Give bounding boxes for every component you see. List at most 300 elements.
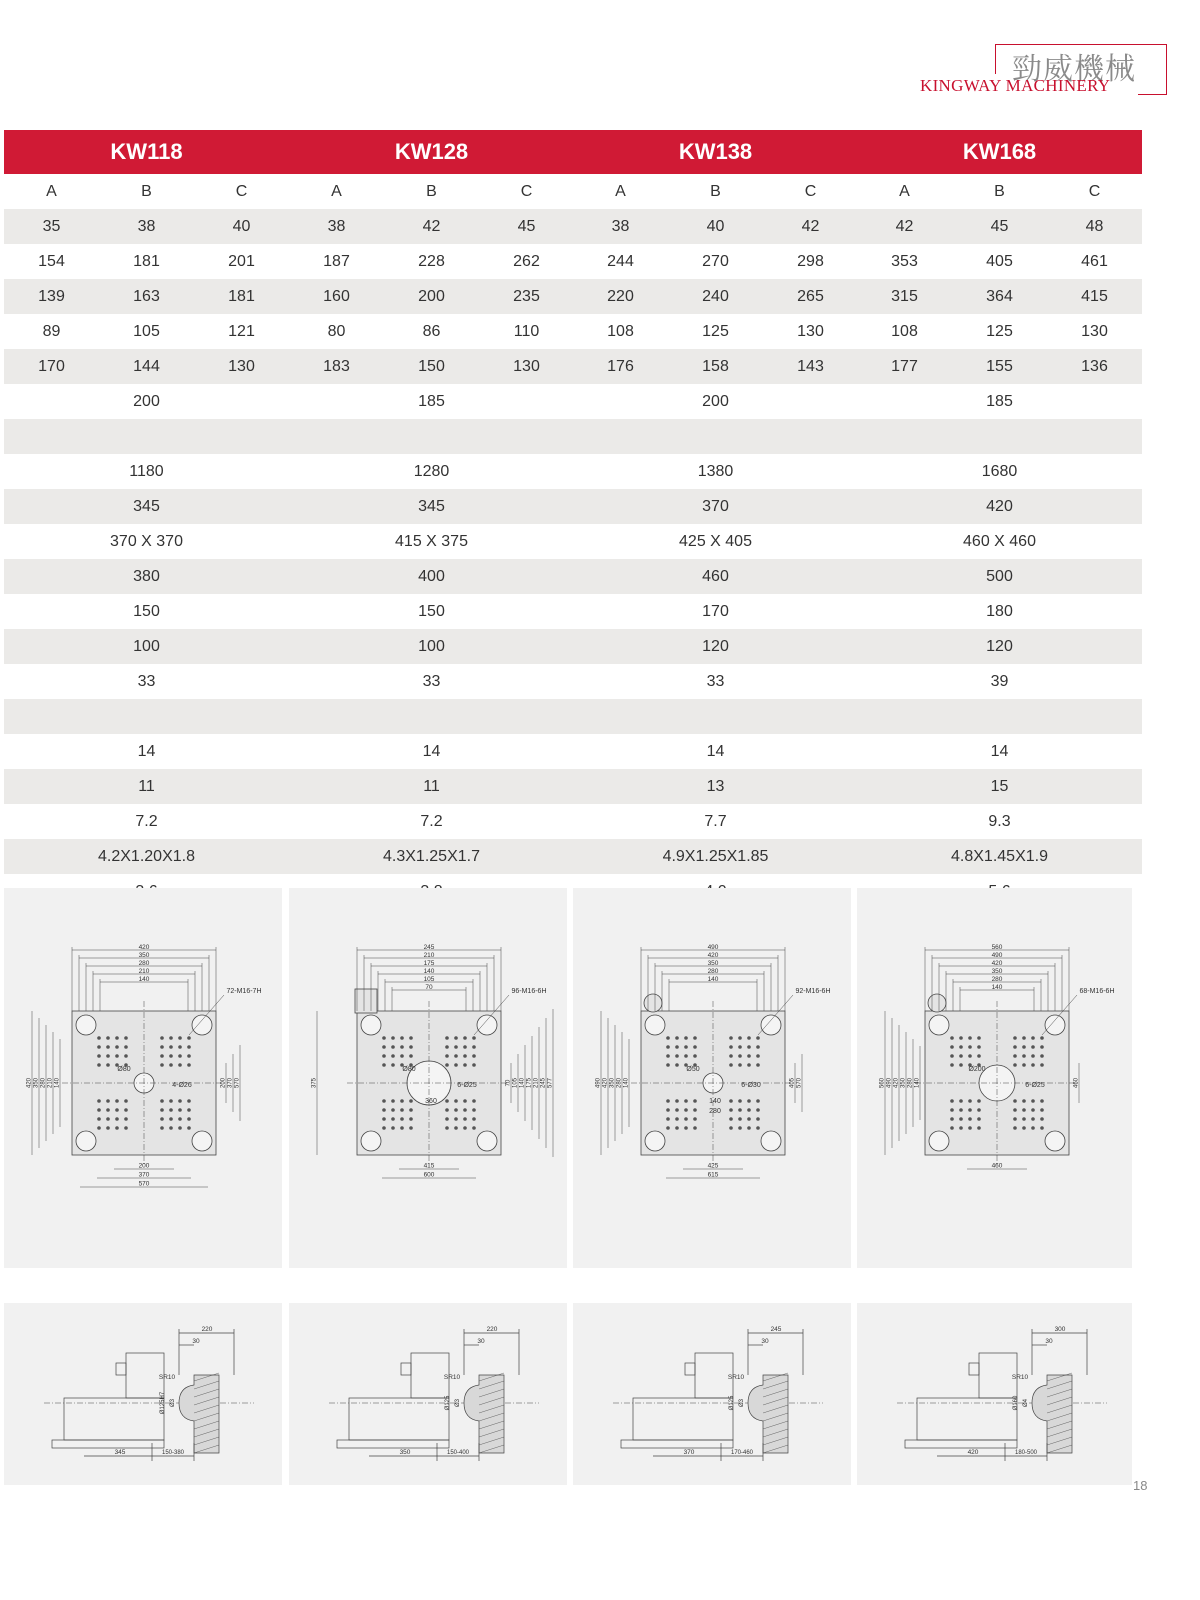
spec-value: 420 (986, 497, 1013, 515)
spec-row (857, 594, 1142, 629)
hole-label: 6-Ø30 (741, 1082, 761, 1089)
page-number: 18 (1133, 1478, 1148, 1493)
tie-bar-hole (76, 1131, 96, 1151)
spec-row (573, 524, 858, 559)
spec-column-kw128 (289, 130, 574, 909)
spec-value: 370 X 370 (110, 532, 183, 550)
spec-row (857, 244, 1142, 279)
spec-value: 9.3 (988, 812, 1011, 830)
spec-value: 154 (38, 252, 65, 270)
spec-row (289, 349, 574, 384)
spec-value: 45 (990, 217, 1009, 235)
dimension-label: 350 (707, 960, 719, 967)
spec-value: 1380 (697, 462, 734, 480)
hole-label: 4-Ø26 (172, 1082, 192, 1089)
nozzle-drawing-panel (857, 1303, 1132, 1485)
spec-row (857, 664, 1142, 699)
spec-value: 136 (1081, 357, 1108, 375)
spec-value: 7.2 (135, 812, 158, 830)
tie-bar-hole (929, 1015, 949, 1035)
spec-value: 40 (232, 217, 251, 235)
dimension-label: 280 (616, 1077, 623, 1089)
tie-bar-hole (477, 1131, 497, 1151)
spec-value: 11 (423, 777, 440, 795)
spec-row (289, 699, 574, 734)
spec-value: 405 (986, 252, 1013, 270)
sphere-radius-label: SR10 (727, 1374, 745, 1381)
abc-label: C (235, 182, 248, 200)
tie-bar-hole (645, 1131, 665, 1151)
dimension-label: 280 (907, 1077, 914, 1089)
diameter-label: Ø4 (1023, 1398, 1029, 1408)
spec-value: 48 (1085, 217, 1104, 235)
spec-row (4, 454, 289, 489)
center-hole-label: Ø80 (117, 1066, 131, 1073)
spec-row (573, 699, 858, 734)
spec-value: 380 (133, 567, 160, 585)
abc-header-row (4, 174, 289, 209)
spec-value: 105 (133, 322, 160, 340)
spec-row (4, 629, 289, 664)
spec-value: 1180 (129, 462, 164, 480)
spec-row (857, 769, 1142, 804)
spec-value: 4.8X1.45X1.9 (951, 847, 1048, 865)
spec-value: 180 (986, 602, 1013, 620)
spec-value: 181 (228, 287, 255, 305)
tie-bar-hole (361, 1015, 381, 1035)
abc-label: B (141, 182, 152, 200)
dimension-label: 140 (991, 984, 1003, 991)
mold-plate-section (179, 1375, 219, 1453)
spec-row (289, 769, 574, 804)
spec-value: 228 (418, 252, 445, 270)
spec-value: 110 (513, 322, 540, 340)
platen-drawing-panel (573, 888, 851, 1268)
tie-bar-hole (1045, 1015, 1065, 1035)
spec-value: 125 (702, 322, 729, 340)
spec-row (857, 349, 1142, 384)
spec-value: 33 (422, 672, 441, 690)
spec-row (573, 804, 858, 839)
spec-row (857, 384, 1142, 419)
spec-row (857, 629, 1142, 664)
spec-value: 200 (418, 287, 445, 305)
dimension-label: 420 (602, 1077, 609, 1089)
spec-row (289, 594, 574, 629)
tie-bar-hole (192, 1015, 212, 1035)
dimension-label: 460 (1073, 1077, 1080, 1089)
spec-row (573, 594, 858, 629)
spec-value: 220 (607, 287, 634, 305)
brand-name-chinese: 勁威機械 (1012, 52, 1136, 87)
diameter-label: Ø125 (729, 1395, 735, 1411)
mold-plate-section (748, 1375, 788, 1453)
dimension-label: 370 (683, 1449, 695, 1456)
spec-value: 1280 (413, 462, 450, 480)
spec-row (857, 419, 1142, 454)
spec-value: 86 (422, 322, 441, 340)
spec-row (857, 489, 1142, 524)
sphere-radius-label: SR10 (158, 1374, 176, 1381)
dimension-label: 350 (900, 1077, 907, 1089)
spec-value: 345 (418, 497, 445, 515)
spec-row (289, 384, 574, 419)
dimension-label: 200 (138, 1162, 150, 1170)
spec-row (573, 454, 858, 489)
spec-value: 177 (891, 357, 918, 375)
platen-drawing (573, 888, 851, 1268)
dimension-label: 140 (54, 1077, 61, 1089)
spec-row (573, 489, 858, 524)
tie-bar-hole (1045, 1131, 1065, 1151)
spec-value: 80 (327, 322, 346, 340)
spec-row (4, 839, 289, 874)
dimension-label: 490 (707, 944, 719, 951)
spec-value: 89 (42, 322, 61, 340)
nozzle-drawing (573, 1303, 851, 1485)
spec-value: 130 (228, 357, 255, 375)
dimension-label: 210 (533, 1077, 540, 1089)
dimension-label: 30 (761, 1338, 769, 1345)
spec-value: 33 (137, 672, 156, 690)
spec-row (4, 734, 289, 769)
spec-value: 40 (706, 217, 725, 235)
mold-plate-section (464, 1375, 504, 1453)
spec-value: 42 (801, 217, 820, 235)
spec-value: 353 (891, 252, 918, 270)
spec-value: 143 (797, 357, 824, 375)
spec-value: 120 (986, 637, 1013, 655)
platen-drawing-panel (857, 888, 1132, 1268)
spec-value: 13 (706, 777, 725, 795)
dimension-label: 425 (707, 1162, 719, 1170)
platen-drawing-panel (289, 888, 567, 1268)
abc-header-row (289, 174, 574, 209)
dimension-label: 210 (138, 968, 150, 975)
brand-name-english: KINGWAY MACHINERY (920, 76, 1111, 95)
platen-drawing (4, 888, 282, 1268)
spec-value: 345 (133, 497, 160, 515)
spec-row (4, 769, 289, 804)
spec-row (289, 839, 574, 874)
spec-value: 183 (323, 357, 350, 375)
diameter-label: Ø3 (455, 1398, 461, 1408)
dimension-label: 375 (311, 1077, 318, 1089)
spec-row (4, 559, 289, 594)
dimension-label: 490 (991, 952, 1003, 959)
spec-row (289, 524, 574, 559)
nozzle-drawing (857, 1303, 1132, 1485)
spec-row (4, 699, 289, 734)
spec-value: 235 (513, 287, 540, 305)
spec-row (289, 314, 574, 349)
spec-row (857, 314, 1142, 349)
spec-value: 35 (42, 217, 61, 235)
dimension-label: 30 (477, 1338, 485, 1345)
spec-column-kw118 (4, 130, 289, 909)
sphere-radius-label: SR10 (443, 1374, 461, 1381)
spec-row (289, 454, 574, 489)
spec-value: 155 (986, 357, 1013, 375)
dimension-label: 370 (138, 1171, 150, 1179)
spec-value: 121 (228, 322, 255, 340)
spec-row (857, 734, 1142, 769)
dimension-label: 405 (789, 1077, 796, 1089)
spec-row (289, 489, 574, 524)
dimension-label: 350 (138, 952, 150, 959)
spec-value: 163 (133, 287, 160, 305)
diameter-label: Ø125 (445, 1395, 451, 1411)
spec-row (573, 349, 858, 384)
spec-row (4, 384, 289, 419)
spec-row (289, 279, 574, 314)
spec-value: 500 (986, 567, 1013, 585)
spec-row (573, 559, 858, 594)
nozzle-drawing (4, 1303, 282, 1485)
thread-label: 68-M16-6H (1079, 988, 1115, 995)
nozzle-drawing-panel (4, 1303, 282, 1485)
abc-header-row (573, 174, 858, 209)
spec-row (289, 244, 574, 279)
mold-plate-section (1032, 1375, 1072, 1453)
nozzle-drawing-panel (573, 1303, 851, 1485)
spec-value: 460 (702, 567, 729, 585)
tie-bar-hole (192, 1131, 212, 1151)
dimension-label: 350 (991, 968, 1003, 975)
dimension-label: 140 (707, 976, 719, 983)
spec-value: 150 (418, 602, 445, 620)
spec-value: 298 (797, 252, 824, 270)
spec-row (573, 384, 858, 419)
spec-value: 185 (418, 392, 445, 410)
dimension-label: 570 (796, 1077, 803, 1089)
abc-label: C (1088, 182, 1101, 200)
dimension-label: 560 (991, 944, 1003, 951)
dimension-label: 370 (227, 1077, 234, 1089)
spec-value: 7.2 (420, 812, 443, 830)
spec-value: 170 (38, 357, 65, 375)
spec-row (289, 804, 574, 839)
dimension-label: 200 (220, 1077, 227, 1089)
abc-label: A (899, 182, 910, 200)
spec-value: 14 (137, 742, 156, 760)
spec-row (4, 489, 289, 524)
dimension-label: 280 (709, 1108, 721, 1115)
spec-row (857, 524, 1142, 559)
dimension-label: 245 (770, 1326, 782, 1333)
dimension-label: 220 (201, 1326, 213, 1333)
spec-value: 14 (990, 742, 1009, 760)
spec-value: 130 (1081, 322, 1108, 340)
nozzle-body (349, 1398, 449, 1440)
spec-value: 150 (133, 602, 160, 620)
spec-row (4, 524, 289, 559)
spec-row (4, 209, 289, 244)
spec-row (573, 629, 858, 664)
model-header: KW128 (289, 130, 574, 174)
nozzle-drawing (289, 1303, 567, 1485)
spec-value: 315 (891, 287, 918, 305)
hole-label: 6-Ø25 (1025, 1082, 1045, 1089)
spec-row (573, 839, 858, 874)
dimension-label: 460 (991, 1162, 1003, 1170)
nozzle-body (633, 1398, 733, 1440)
spec-row (573, 769, 858, 804)
dimension-label: 420 (893, 1077, 900, 1089)
spec-value: 38 (327, 217, 346, 235)
spec-row (4, 244, 289, 279)
spec-row (857, 279, 1142, 314)
dimension-label: 280 (991, 976, 1003, 983)
dimension-label: 600 (423, 1171, 435, 1179)
spec-row (289, 734, 574, 769)
abc-label: A (331, 182, 342, 200)
spec-value: 1680 (981, 462, 1018, 480)
spec-column-kw138 (573, 130, 858, 909)
dimension-label: 70 (425, 984, 433, 991)
spec-value: 39 (990, 672, 1009, 690)
dimension-label: 105 (512, 1077, 519, 1089)
thread-label: 92-M16-6H (795, 988, 831, 995)
spec-value: 14 (422, 742, 441, 760)
dimension-label: 615 (707, 1171, 719, 1179)
brand-logo (900, 42, 1170, 97)
spec-value: 42 (422, 217, 441, 235)
model-header: KW138 (573, 130, 858, 174)
dimension-label: 570 (234, 1077, 241, 1089)
dimension-label: 140 (519, 1077, 526, 1089)
hole-label: 6-Ø25 (457, 1082, 477, 1089)
spec-value: 108 (891, 322, 918, 340)
spec-value: 170 (702, 602, 729, 620)
spec-value: 4.3X1.25X1.7 (383, 847, 480, 865)
spec-row (289, 209, 574, 244)
dimension-label: 220 (486, 1326, 498, 1333)
abc-label: B (426, 182, 437, 200)
spec-value: 415 (1081, 287, 1108, 305)
spec-value: 144 (133, 357, 160, 375)
nozzle-drawing-panel (289, 1303, 567, 1485)
spec-row (573, 419, 858, 454)
spec-row (857, 209, 1142, 244)
spec-value: 400 (418, 567, 445, 585)
spec-value: 120 (702, 637, 729, 655)
diameter-label: Ø3 (170, 1398, 176, 1408)
spec-value: 108 (607, 322, 634, 340)
logo-frame (995, 44, 996, 74)
abc-header-row (857, 174, 1142, 209)
dimension-label: 420 (26, 1077, 33, 1089)
dimension-label: 280 (40, 1077, 47, 1089)
spec-value: 38 (611, 217, 630, 235)
platen-drawing (857, 888, 1132, 1268)
spec-value: 200 (133, 392, 160, 410)
spec-value: 160 (323, 287, 350, 305)
spec-value: 181 (133, 252, 160, 270)
dimension-label: 175 (526, 1077, 533, 1089)
model-header: KW168 (857, 130, 1142, 174)
dimension-label: 345 (114, 1449, 126, 1456)
spec-value: 240 (702, 287, 729, 305)
spec-value: 100 (133, 637, 160, 655)
dimension-label: 140 (138, 976, 150, 983)
spec-row (857, 839, 1142, 874)
spec-value: 176 (607, 357, 634, 375)
center-hole-label: Ø80 (402, 1066, 416, 1073)
spec-row (4, 594, 289, 629)
logo-frame (1166, 44, 1167, 95)
dimension-label: 570 (138, 1180, 150, 1188)
spec-value: 4.2X1.20X1.8 (98, 847, 195, 865)
spec-row (857, 804, 1142, 839)
dimension-label: 420 (707, 952, 719, 959)
dimension-label: 490 (595, 1077, 602, 1089)
dimension-label: 245 (540, 1077, 547, 1089)
center-hole-label: Ø200 (968, 1066, 986, 1073)
dimension-label: 140 (623, 1077, 630, 1089)
spec-row (857, 699, 1142, 734)
thread-label: 96-M16-6H (511, 988, 547, 995)
tie-bar-hole (477, 1015, 497, 1035)
spec-column-kw168 (857, 130, 1142, 909)
abc-label: C (520, 182, 533, 200)
abc-label: C (804, 182, 817, 200)
spec-value: 45 (517, 217, 536, 235)
spec-row (289, 419, 574, 454)
spec-row (573, 279, 858, 314)
platen-drawing (289, 888, 567, 1268)
spec-value: 460 X 460 (963, 532, 1036, 550)
dimension-label: 420 (967, 1449, 979, 1456)
spec-value: 100 (418, 637, 445, 655)
diameter-label: Ø160 (1013, 1395, 1019, 1411)
dimension-label: 577 (547, 1077, 554, 1089)
sphere-radius-label: SR10 (1011, 1374, 1029, 1381)
spec-value: 125 (986, 322, 1013, 340)
dimension-label: 245 (423, 944, 435, 951)
nozzle-body (917, 1398, 1017, 1440)
diameter-label: Ø3 (739, 1398, 745, 1408)
dimension-label: 210 (423, 952, 435, 959)
spec-row (573, 314, 858, 349)
spec-value: 7.7 (704, 812, 727, 830)
spec-value: 130 (513, 357, 540, 375)
spec-value: 425 X 405 (679, 532, 752, 550)
spec-row (573, 244, 858, 279)
spec-value: 270 (702, 252, 729, 270)
dimension-label: 420 (991, 960, 1003, 967)
spec-value: 461 (1081, 252, 1108, 270)
nozzle-body (64, 1398, 164, 1440)
spec-row (4, 804, 289, 839)
platen-drawing-panel (4, 888, 282, 1268)
tie-bar-hole (761, 1015, 781, 1035)
diameter-label: Ø125H7 (160, 1391, 166, 1415)
spec-row (857, 559, 1142, 594)
model-header: KW118 (4, 130, 289, 174)
dimension-label: 360 (425, 1098, 437, 1105)
dimension-label: 420 (138, 944, 150, 951)
dimension-label: 105 (423, 976, 435, 983)
abc-label: B (710, 182, 721, 200)
spec-row (857, 454, 1142, 489)
dimension-label: 150-380 (161, 1450, 185, 1456)
spec-value: 14 (706, 742, 725, 760)
spec-value: 364 (986, 287, 1013, 305)
dimension-label: 300 (1054, 1326, 1066, 1333)
spec-row (4, 419, 289, 454)
dimension-label: 280 (707, 968, 719, 975)
